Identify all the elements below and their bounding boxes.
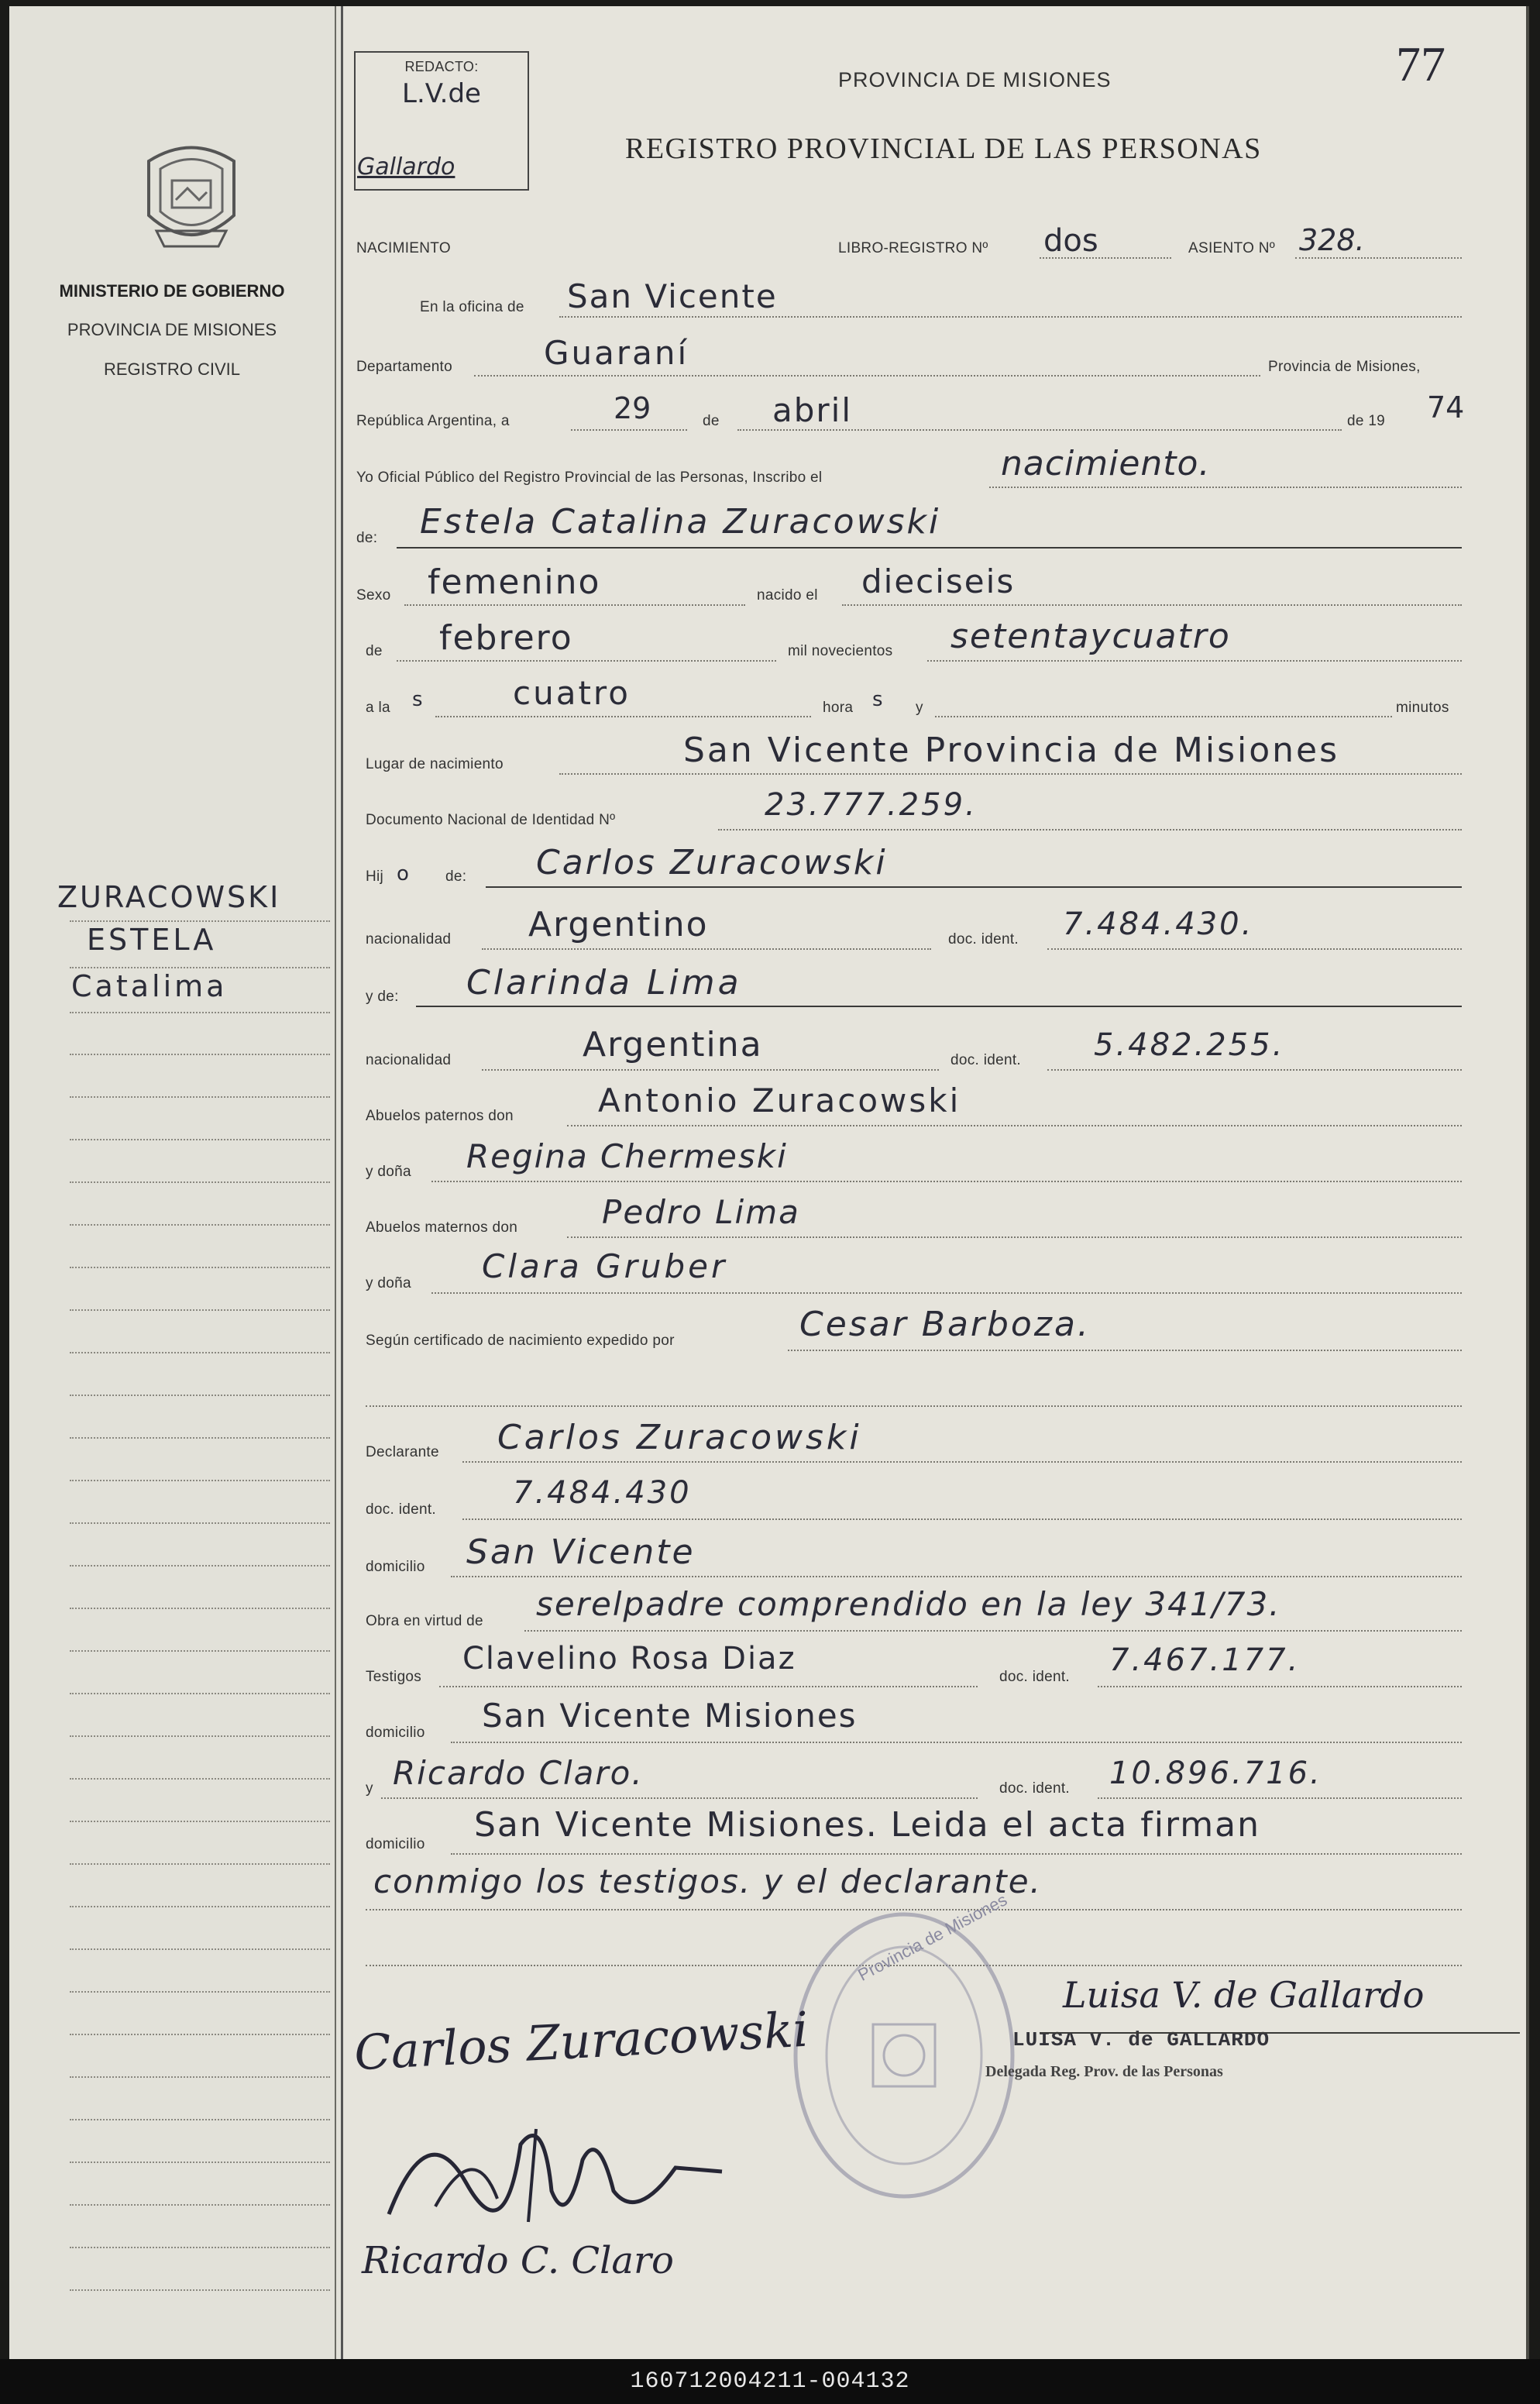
asiento-value: 328.: [1299, 223, 1365, 257]
hora-suffix: s: [872, 688, 883, 711]
lugar-value: San Vicente Provincia de Misiones: [683, 731, 1340, 770]
margin-line: [70, 2076, 330, 2078]
redacto-label: REDACTO:: [404, 59, 479, 74]
dotted-line: [1098, 1686, 1462, 1687]
person-name: Estela Catalina Zuracowski: [420, 502, 941, 542]
official-signature: Luisa V. de Gallardo: [1063, 1974, 1425, 2016]
testigo2-doc: 10.896.716.: [1109, 1756, 1322, 1791]
republica-label: República Argentina, a: [356, 413, 510, 429]
margin-note-surname: ZURACOWSKI: [57, 880, 281, 914]
abmat-dona: Clara Gruber: [482, 1247, 728, 1285]
dotted-line: [435, 716, 811, 717]
month2-value: febrero: [439, 618, 573, 658]
domicilio3-value: San Vicente Misiones. Leida el acta firman: [474, 1805, 1260, 1845]
page-number: 77: [1396, 36, 1445, 91]
oficial-label: Yo Oficial Público del Registro Provincial de las Personas, Inscribo el: [356, 469, 823, 486]
dni-label: Documento Nacional de Identidad Nº: [366, 812, 616, 828]
nacido-label: nacido el: [757, 587, 818, 604]
redacto-value: L.V.de: [402, 78, 481, 109]
official-name-stamp: LUISA V. de GALLARDO: [1012, 2028, 1270, 2051]
solid-line: [416, 1006, 1462, 1007]
margin-line: [70, 1267, 330, 1268]
abpat-label: Abuelos paternos don: [366, 1108, 514, 1124]
dotted-line: [842, 604, 1462, 606]
margin-line: [70, 1437, 330, 1439]
province-heading: PROVINCIA DE MISIONES: [838, 68, 1112, 91]
ministry-title: MINISTERIO DE GOBIERNO: [59, 281, 285, 301]
dotted-line: [1047, 1069, 1462, 1071]
day-value: 29: [614, 391, 651, 425]
ydona1-label: y doña: [366, 1164, 411, 1180]
margin-line: [70, 2289, 330, 2291]
docident2-label: doc. ident.: [950, 1052, 1021, 1068]
year-label: de 19: [1347, 413, 1386, 429]
margin-line: [70, 1395, 330, 1396]
provincia-label: Provincia de Misiones,: [1268, 359, 1421, 375]
oficina-label: En la oficina de: [420, 299, 524, 315]
margin-line: [70, 1735, 330, 1737]
obra-value: serelpadre comprendido en la ley 341/73.: [536, 1585, 1281, 1623]
dotted-line: [482, 1069, 939, 1071]
declarante-value: Carlos Zuracowski: [497, 1418, 862, 1457]
dotted-line: [451, 1742, 1462, 1743]
dotted-line: [451, 1853, 1462, 1855]
ala-label: a la: [366, 700, 390, 716]
margin-line: [70, 1948, 330, 1950]
coat-of-arms-icon: [133, 138, 249, 262]
dotted-line: [462, 1518, 1462, 1520]
margin-line: [70, 1991, 330, 1993]
nac1-label: nacionalidad: [366, 931, 452, 947]
dotted-line: [559, 316, 1462, 318]
dotted-line: [737, 429, 1342, 431]
solid-line: [397, 547, 1462, 549]
mil-value: setentaycuatro: [950, 617, 1231, 656]
stamp-text: Provincia de Misiones: [854, 1890, 1011, 1985]
dotted-line: [571, 429, 687, 431]
mother-name: Clarinda Lima: [466, 963, 742, 1003]
margin-line: [70, 1352, 330, 1353]
margin-line: [70, 1608, 330, 1609]
decl-doc-value: 7.484.430: [513, 1475, 692, 1511]
margin-line: [70, 1650, 330, 1652]
abpat-dona: Regina Chermeski: [466, 1137, 788, 1175]
sexo-label: Sexo: [356, 587, 391, 604]
nacimiento-label: NACIMIENTO: [356, 240, 451, 256]
dotted-line: [431, 1292, 1462, 1294]
nacido-value: dieciseis: [861, 562, 1016, 600]
dotted-line: [366, 1405, 1462, 1407]
margin-line: [70, 2034, 330, 2035]
registry-heading: REGISTRO PROVINCIAL DE LAS PERSONAS: [625, 132, 1262, 165]
year-value: 74: [1427, 390, 1465, 425]
abmat-label: Abuelos maternos don: [366, 1219, 518, 1236]
dotted-line: [482, 948, 931, 950]
hijo-label: Hij: [366, 868, 384, 885]
margin-line: [70, 1096, 330, 1098]
margin-line: [70, 1693, 330, 1694]
margin-line: [70, 1522, 330, 1524]
margin-line: [70, 1181, 330, 1183]
lugar-label: Lugar de nacimiento: [366, 756, 504, 772]
margin-line: [70, 1778, 330, 1780]
month-value: abril: [772, 391, 853, 429]
dotted-line: [989, 487, 1462, 488]
dotted-line: [397, 660, 776, 662]
docident-label: doc. ident.: [948, 931, 1019, 947]
de2-label: de: [366, 643, 383, 659]
domicilio1-value: San Vicente: [466, 1532, 696, 1572]
testigos-label: Testigos: [366, 1669, 422, 1685]
margin-line: [70, 1309, 330, 1311]
dotted-line: [474, 375, 1260, 377]
official-title-stamp: Delegada Reg. Prov. de las Personas: [985, 2063, 1223, 2080]
province-subtitle: PROVINCIA DE MISIONES: [67, 320, 277, 339]
abmat-value: Pedro Lima: [602, 1193, 800, 1231]
margin-line: [70, 2119, 330, 2120]
ala-suffix: s: [412, 688, 423, 711]
dotted-line: [927, 660, 1462, 662]
hijo-suffix: o: [397, 862, 409, 886]
dotted-line: [462, 1461, 1462, 1463]
abpat-value: Antonio Zuracowski: [598, 1082, 961, 1119]
testigo2-doc-label: doc. ident.: [999, 1780, 1070, 1797]
nac2-value: Argentina: [583, 1025, 763, 1064]
closing-text: conmigo los testigos. y el declarante.: [373, 1862, 1042, 1900]
witness-signature-scribble-icon: [381, 2098, 730, 2237]
testigo2-value: Ricardo Claro.: [393, 1754, 644, 1792]
father-name: Carlos Zuracowski: [536, 843, 888, 882]
father-doc: 7.484.430.: [1063, 906, 1254, 942]
dotted-line: [1047, 948, 1462, 950]
nac1-value: Argentino: [528, 905, 709, 944]
solid-line: [1040, 2032, 1520, 2034]
declarante-label: Declarante: [366, 1444, 439, 1460]
libro-label: LIBRO-REGISTRO Nº: [838, 240, 988, 256]
dotted-line: [935, 716, 1392, 717]
witness2-signature: Ricardo C. Claro: [362, 2239, 674, 2282]
domicilio1-label: domicilio: [366, 1559, 425, 1575]
margin-line: [70, 1224, 330, 1226]
image-id-label: 160712004211-004132: [630, 2368, 910, 2395]
yde-label: y de:: [366, 989, 399, 1005]
solid-line: [486, 886, 1462, 888]
margin-line: [70, 920, 330, 922]
margin-note-firstname: ESTELA: [87, 923, 217, 957]
margin-line: [70, 1139, 330, 1140]
dotted-line: [1295, 257, 1462, 259]
left-margin-column: [9, 6, 343, 2361]
libro-value: dos: [1043, 223, 1098, 259]
dotted-line: [381, 1797, 978, 1799]
domicilio3-label: domicilio: [366, 1836, 425, 1852]
cert-label: Según certificado de nacimiento expedido por: [366, 1333, 675, 1349]
testigo1-value: Clavelino Rosa Diaz: [462, 1641, 796, 1677]
margin-note-middlename: Catalima: [71, 969, 228, 1003]
margin-line: [70, 1480, 330, 1481]
dotted-line: [431, 1181, 1462, 1182]
dotted-line: [1098, 1797, 1462, 1799]
ydona2-label: y doña: [366, 1275, 411, 1291]
margin-line: [70, 967, 330, 968]
margin-line: [70, 1054, 330, 1055]
margin-line: [70, 1906, 330, 1907]
document-page: [9, 6, 1529, 2361]
margin-line: [70, 1863, 330, 1865]
oficina-value: San Vicente: [567, 277, 778, 315]
margin-line: [70, 1821, 330, 1822]
de-person-label: de:: [356, 530, 378, 546]
redacto-box: [354, 51, 529, 191]
image-id-footer: [0, 2359, 1540, 2404]
oficial-value: nacimiento.: [1001, 444, 1211, 483]
dotted-line: [559, 773, 1462, 775]
dni-value: 23.777.259.: [765, 787, 978, 823]
decl-doc-label: doc. ident.: [366, 1501, 436, 1518]
dotted-line: [404, 604, 745, 606]
asiento-label: ASIENTO Nº: [1188, 240, 1275, 256]
y2-label: y: [366, 1780, 373, 1797]
cert-value: Cesar Barboza.: [799, 1305, 1091, 1344]
dotted-line: [718, 829, 1462, 831]
de-label: de: [703, 413, 720, 429]
dotted-line: [451, 1576, 1462, 1577]
margin-line: [70, 2204, 330, 2206]
y-label: y: [916, 700, 923, 716]
redacto-value-2: Gallardo: [357, 153, 455, 181]
dotted-line: [567, 1236, 1462, 1238]
testigo1-doc: 7.467.177.: [1109, 1642, 1301, 1678]
dotted-line: [524, 1630, 1462, 1632]
registry-subtitle: REGISTRO CIVIL: [103, 359, 241, 379]
sexo-value: femenino: [428, 562, 601, 602]
obra-label: Obra en virtud de: [366, 1613, 483, 1629]
departamento-label: Departamento: [356, 359, 453, 375]
minutos-label: minutos: [1396, 700, 1449, 716]
dotted-line: [439, 1686, 978, 1687]
hora-label: hora: [823, 700, 854, 716]
margin-line: [70, 1565, 330, 1567]
dotted-line: [788, 1350, 1462, 1351]
mother-doc: 5.482.255.: [1094, 1027, 1285, 1063]
domicilio2-label: domicilio: [366, 1725, 425, 1741]
domicilio2-value: San Vicente Misiones: [482, 1697, 858, 1735]
margin-line: [70, 1012, 330, 1013]
margin-line: [70, 2247, 330, 2248]
margin-line: [70, 2162, 330, 2163]
nac2-label: nacionalidad: [366, 1052, 452, 1068]
mil-label: mil novecientos: [788, 643, 893, 659]
declarant-signature: Carlos Zuracowski: [352, 2000, 810, 2082]
dotted-line: [567, 1125, 1462, 1126]
hora-value: cuatro: [513, 674, 631, 712]
hijo-de-label: de:: [445, 868, 467, 885]
departamento-value: Guaraní: [544, 334, 689, 372]
testigo1-doc-label: doc. ident.: [999, 1669, 1070, 1685]
